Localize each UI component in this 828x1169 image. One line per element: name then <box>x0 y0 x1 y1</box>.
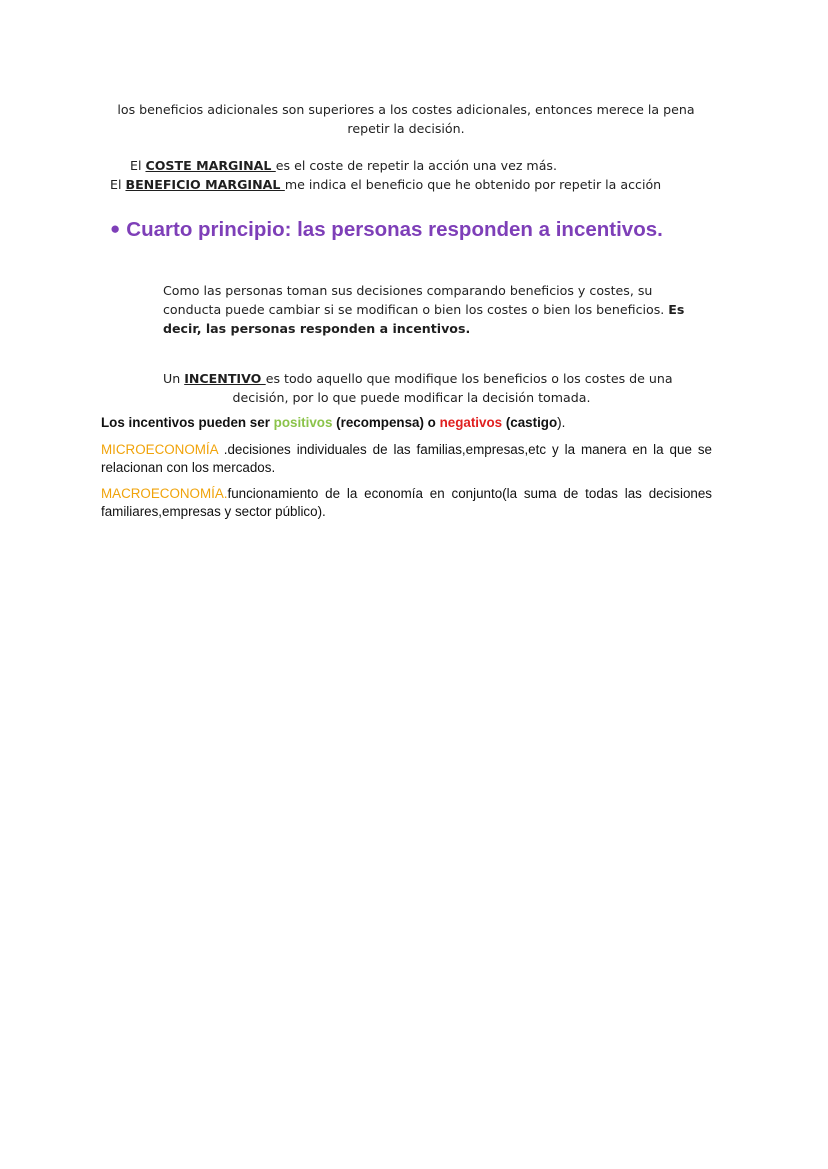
incentivo-term: INCENTIVO <box>184 371 266 386</box>
incentivo-definition-line-2: decisión, por lo que puede modificar la decisión tomada. <box>232 390 591 405</box>
explanation-line-3: decir, las personas responden a incentivos. <box>163 321 471 336</box>
coste-marginal-definition: El COSTE MARGINAL es el coste de repetir la acción una vez más. <box>130 158 557 173</box>
bullet-icon: ● <box>110 219 121 238</box>
intro-line-1: los beneficios adicionales son superiores a los costes adicionales, entonces merece la pena <box>117 102 695 117</box>
explanation-line-2: conducta puede cambiar si se modifican o bien los costes o bien los beneficios. Es <box>163 302 685 317</box>
principle-title: Cuarto principio: las personas responden a incentivos. <box>126 218 663 241</box>
macroeconomia-definition: MACROECONOMÍA.funcionamiento de la economía en conjunto(la suma de todas las decisiones familiares,empresas y sector público). <box>101 486 712 519</box>
beneficio-marginal-term: BENEFICIO MARGINAL <box>125 177 285 192</box>
microeconomia-term: MICROECONOMÍA <box>101 442 218 457</box>
macroeconomia-term: MACROECONOMÍA. <box>101 486 228 501</box>
principle-heading <box>110 218 663 242</box>
incentive-types: Los incentivos pueden ser positivos (recompensa) o negativos (castigo). <box>101 415 566 430</box>
positive-label: positivos <box>273 415 333 430</box>
beneficio-marginal-definition: El BENEFICIO MARGINAL me indica el beneficio que he obtenido por repetir la acción <box>110 177 662 192</box>
coste-marginal-term: COSTE MARGINAL <box>145 158 276 173</box>
explanation-line-1: Como las personas toman sus decisiones comparando beneficios y costes, su <box>163 283 653 298</box>
microeconomia-definition: MICROECONOMÍA .decisiones individuales de las familias,empresas,etc y la manera en la que se relacionan con los mercados. <box>101 442 712 475</box>
negative-label: negativos <box>439 415 503 430</box>
intro-line-2: repetir la decisión. <box>347 121 465 136</box>
incentivo-definition-line-1: Un INCENTIVO es todo aquello que modifique los beneficios o los costes de una <box>163 371 673 386</box>
